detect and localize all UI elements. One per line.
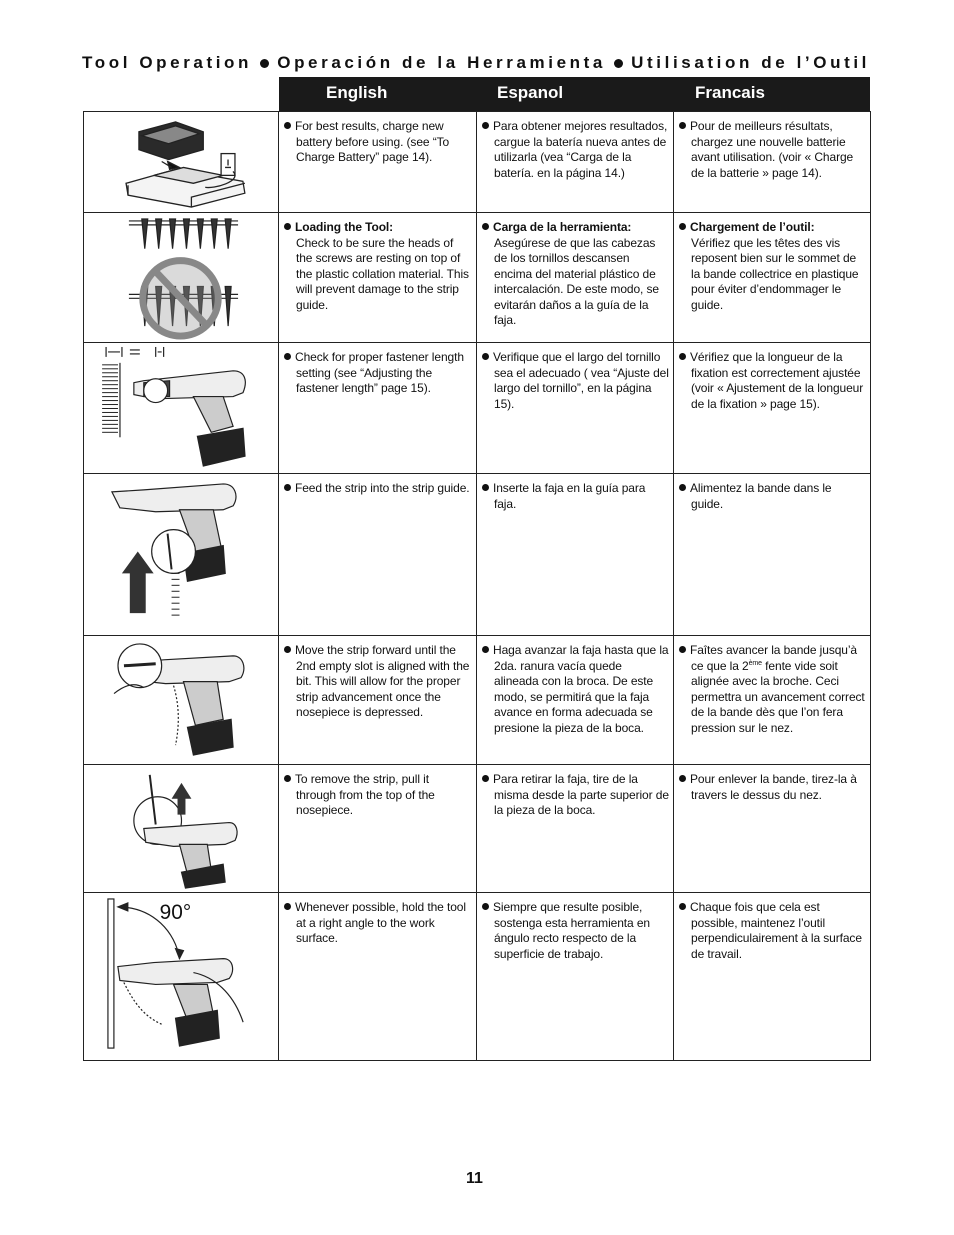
instruction-text: Move the strip forward until the 2nd empty slot is aligned with the bit. This will allow for the proper strip advancement once the nosepiece is depressed. — [295, 643, 470, 719]
table-row — [84, 765, 871, 893]
row2-spanish — [477, 213, 674, 343]
bullet-icon — [482, 353, 489, 360]
table-row — [84, 474, 871, 636]
instruction-text: Whenever possible, hold the tool at a right angle to the work surface. — [295, 900, 466, 945]
row3-spanish — [477, 343, 674, 474]
instruction-text: Alimentez la bande dans le guide. — [690, 481, 832, 511]
bullet-icon — [679, 646, 686, 653]
instruction-text: Inserte la faja en la guía para faja. — [493, 481, 646, 511]
header-french: Francais — [695, 83, 765, 102]
bullet-icon — [679, 903, 686, 910]
bullet-icon — [284, 353, 291, 360]
instruction-text: Pour de meilleurs résultats, chargez une nouvelle batterie avant utilisation. (voir « Charge de la batterie » page 14). — [690, 119, 854, 180]
bullet-icon — [482, 903, 489, 910]
right-angle-illustration — [84, 893, 279, 1061]
bullet-icon — [284, 223, 291, 230]
row6-french — [674, 765, 871, 893]
title-french: Utilisation de l’Outil — [631, 53, 870, 72]
instruction-text: Faîtes avancer la bande jusqu’à ce que la 2 — [690, 643, 858, 673]
bullet-icon — [482, 484, 489, 491]
row5-english — [279, 636, 477, 765]
table-row — [84, 343, 871, 474]
row3-english — [279, 343, 477, 474]
row1-english — [279, 112, 477, 213]
row5-spanish — [477, 636, 674, 765]
instruction-text: Check for proper fastener length setting (see “Adjusting the fastener length” page 15). — [295, 350, 464, 395]
title-spanish: Operación de la Herramienta — [277, 53, 606, 72]
table-row — [84, 636, 871, 765]
instruction-text: Asegúrese de que las cabezas de los tornillos descansen encima del material plástico de intercalación. De este modo, se evitarán daños a la guía de la faja. — [494, 235, 659, 327]
row7-spanish — [477, 893, 674, 1061]
bullet-icon — [284, 903, 291, 910]
instruction-text: For best results, charge new battery before using. (see “To Charge Battery” page 14). — [295, 119, 450, 164]
advance-strip-illustration — [84, 636, 279, 765]
feed-strip-illustration — [84, 474, 279, 636]
instruction-text: Haga avanzar la faja hasta que la 2da. ranura vacía quede alineada con la broca. De este modo, se permitirá que la faja avance en forma adecuada se presione la pieza de la boca. — [493, 643, 669, 735]
instruction-heading: Loading the Tool: — [295, 220, 394, 234]
bullet-icon — [482, 646, 489, 653]
row1-french — [674, 112, 871, 213]
row7-french — [674, 893, 871, 1061]
page-title — [82, 53, 870, 73]
bullet-icon — [679, 484, 686, 491]
remove-strip-illustration — [84, 765, 279, 893]
bullet-icon — [679, 122, 686, 129]
row4-french — [674, 474, 871, 636]
instruction-heading: Carga de la herramienta: — [493, 220, 632, 234]
bullet-icon — [679, 775, 686, 782]
page-number: 11 — [466, 1170, 483, 1187]
instruction-table — [83, 111, 871, 1061]
row7-english — [279, 893, 477, 1061]
row2-french — [674, 213, 871, 343]
instruction-text: Siempre que resulte posible, sostenga esta herramienta en ángulo recto respecto de la superficie de trabajo. — [493, 900, 650, 961]
instruction-text: Verifique que el largo del tornillo sea el adecuado ( vea “Ajuste del largo del tornillo”, en la página 15). — [493, 350, 669, 411]
bullet-icon — [482, 223, 489, 230]
table-row — [84, 112, 871, 213]
instruction-text: Chaque fois que cela est possible, maintenez l’outil perpendiculairement à la surface de travail. — [690, 900, 862, 961]
row6-spanish — [477, 765, 674, 893]
row3-french — [674, 343, 871, 474]
row4-spanish — [477, 474, 674, 636]
superscript-text: ème — [748, 659, 762, 667]
angle-label: 90° — [159, 900, 192, 924]
bullet-icon — [284, 484, 291, 491]
bullet-icon — [482, 122, 489, 129]
instruction-text: Feed the strip into the strip guide. — [295, 481, 470, 495]
battery-charger-illustration — [84, 112, 279, 213]
instruction-text: Para obtener mejores resultados, cargue la batería nueva antes de utilizarla (vea “Carga de la batería. en la página 14.) — [493, 119, 668, 180]
bullet-icon — [284, 122, 291, 129]
row4-english — [279, 474, 477, 636]
instruction-text: Para retirar la faja, tire de la misma desde la parte superior de la pieza de la boca. — [493, 772, 669, 817]
instruction-text: Pour enlever la bande, tirez-la à travers le dessus du nez. — [690, 772, 857, 802]
screw-strip-illustration — [84, 213, 279, 343]
bullet-icon — [284, 646, 291, 653]
title-separator-dot — [260, 59, 269, 68]
instruction-text: fente vide soit alignée avec la broche. Ceci permettra un avancement correct de la bande dès que l’on fera pression sur le nez. — [691, 658, 865, 735]
table-row — [84, 893, 871, 1061]
bullet-icon — [679, 353, 686, 360]
instruction-text: Check to be sure the heads of the screws are resting on top of the plastic collation material. This will prevent damage to the strip guide. — [296, 235, 469, 312]
instruction-text: To remove the strip, pull it through from the top of the nosepiece. — [295, 772, 435, 817]
instruction-text: Vérifiez que les têtes des vis reposent bien sur le sommet de la bande collectrice en plastique pour éviter d’endommager le guide. — [691, 235, 859, 312]
row2-english — [279, 213, 477, 343]
bullet-icon — [482, 775, 489, 782]
header-english: English — [326, 83, 388, 102]
bullet-icon — [679, 223, 686, 230]
instruction-heading: Chargement de l’outil: — [690, 220, 815, 234]
bullet-icon — [284, 775, 291, 782]
language-header-bar — [279, 77, 870, 111]
header-spanish: Espanol — [497, 83, 564, 102]
fastener-length-illustration — [84, 343, 279, 474]
row6-english — [279, 765, 477, 893]
row5-french — [674, 636, 871, 765]
table-row — [84, 213, 871, 343]
title-separator-dot — [614, 59, 623, 68]
row1-spanish — [477, 112, 674, 213]
instruction-text: Vérifiez que la longueur de la fixation est correctement ajustée (voir « Ajustement de la longueur de la fixation » page 15). — [690, 350, 864, 411]
title-english: Tool Operation — [82, 53, 253, 72]
